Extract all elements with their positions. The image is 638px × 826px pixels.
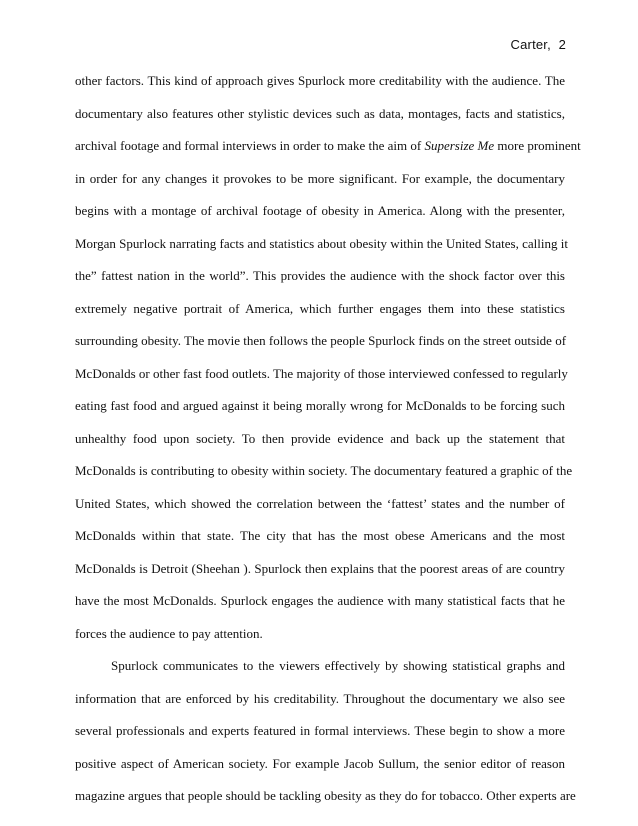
text-line: begins with a montage of archival footage of obesity in America. Along with the presenter, xyxy=(75,203,565,218)
paragraph-start-line: Spurlock communicates to the viewers effectively by showing statistical graphs and xyxy=(111,658,565,673)
text-line: McDonalds is contributing to obesity within society. The documentary featured a graphic of the xyxy=(75,463,573,478)
page-number: 2 xyxy=(558,37,566,52)
film-title: Supersize Me xyxy=(424,138,495,153)
paragraph-end-line: forces the audience to pay attention. xyxy=(75,625,263,641)
text-line: the” fattest nation in the world”. This provides the audience with the shock factor over this xyxy=(75,268,565,283)
text-line: information that are enforced by his creditability. Throughout the documentary we also see xyxy=(75,690,565,706)
text-line-tail: more prominent xyxy=(497,138,581,153)
essay-body xyxy=(75,71,581,819)
text-line: have the most McDonalds. Spurlock engages the audience with many statistical facts that he xyxy=(75,593,565,608)
text-line: Morgan Spurlock narrating facts and statistics about obesity within the United States, calling it xyxy=(75,235,568,251)
text-line: McDonalds within that state. The city that has the most obese Americans and the most xyxy=(75,528,565,543)
text-line xyxy=(75,136,581,169)
text-line: other factors. This kind of approach gives Spurlock more creditability with the audience. The xyxy=(75,73,565,88)
text-line: positive aspect of American society. For example Jacob Sullum, the senior editor of reason xyxy=(75,755,565,771)
text-line: United States, which showed the correlation between the ‘fattest’ states and the number of xyxy=(75,495,565,511)
text-line: eating fast food and argued against it being morally wrong for McDonalds to be forcing such xyxy=(75,398,565,413)
text-line: surrounding obesity. The movie then follows the people Spurlock finds on the street outside of xyxy=(75,333,567,348)
text-line: extremely negative portrait of America, which further engages them into these statistics xyxy=(75,300,565,316)
text-line: in order for any changes it provokes to be more significant. For example, the documentary xyxy=(75,170,565,186)
text-line: several professionals and experts featured in formal interviews. These begin to show a more xyxy=(75,723,565,738)
text-line-lead: archival footage and formal interviews in order to make the aim of xyxy=(75,138,422,153)
text-line: McDonalds is Detroit (Sheehan ). Spurlock then explains that the poorest areas of are country xyxy=(75,560,565,576)
text-line: magazine argues that people should be tackling obesity as they do for tobacco. Other experts are xyxy=(75,788,576,803)
text-line: documentary also features other stylistic devices such as data, montages, facts and statistics, xyxy=(75,105,565,121)
header-author: Carter, xyxy=(510,37,551,52)
text-line: unhealthy food upon society. To then provide evidence and back up the statement that xyxy=(75,430,565,446)
running-header xyxy=(511,37,566,52)
text-line: McDonalds or other fast food outlets. The majority of those interviewed confessed to regularly xyxy=(75,365,568,381)
